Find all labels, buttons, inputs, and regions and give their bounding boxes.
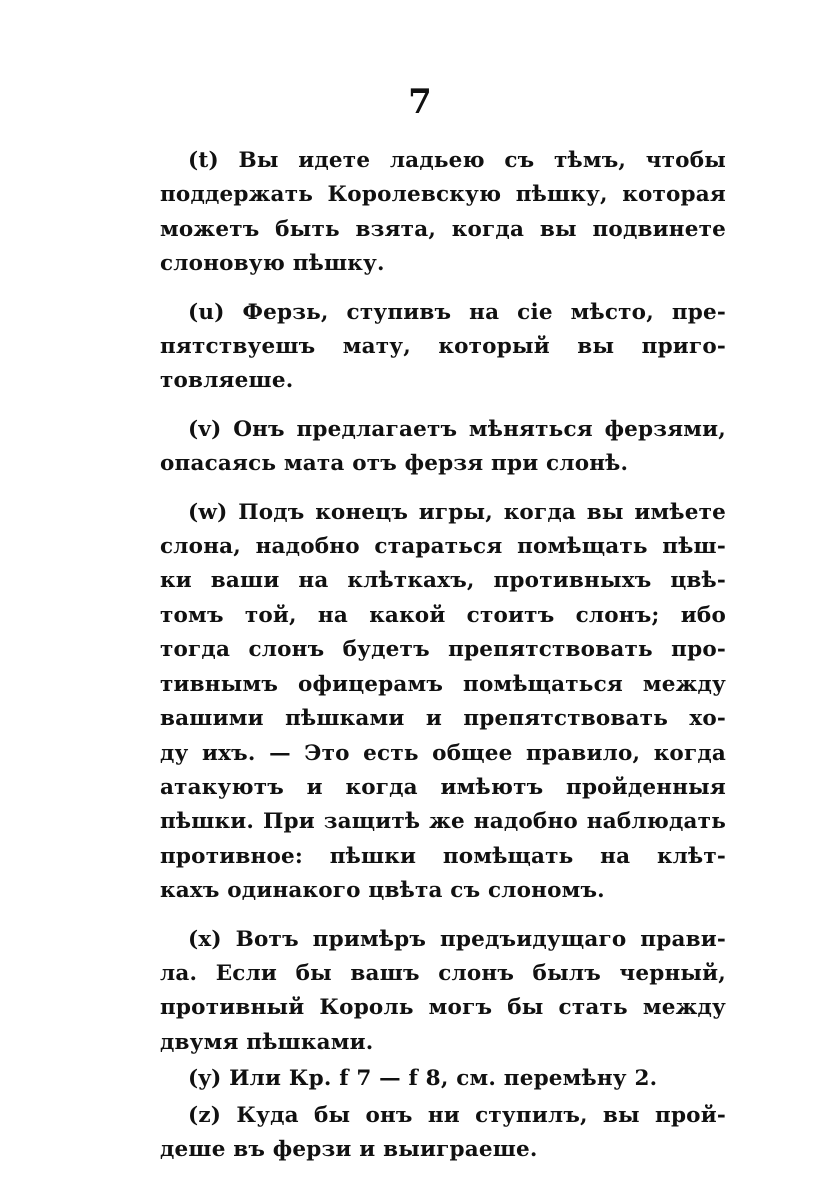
text-line: тогда слонъ будетъ препятствовать про- — [160, 637, 726, 663]
footnotes-block — [160, 144, 726, 1167]
text-line: товляеше. — [160, 368, 294, 394]
text-line: томъ той, на какой стоитъ слонъ; ибо — [160, 602, 726, 628]
text-line: (v) Онъ предлагаетъ мѣняться ферзями, — [188, 416, 726, 442]
footnote-paragraph — [160, 496, 726, 909]
text-line: (w) Подъ конецъ игры, когда вы имѣете — [188, 499, 726, 525]
text-line: ки ваши на клѣткахъ, противныхъ цвѣ- — [160, 568, 726, 594]
text-line: ду ихъ. — Это есть общее правило, когда — [160, 740, 726, 766]
text-line: противный Король могъ бы стать между — [160, 995, 726, 1021]
text-line: опасаясь мата отъ ферзя при слонѣ. — [160, 451, 629, 477]
text-line: (t) Вы идете ладьею съ тѣмъ, чтобы — [188, 148, 726, 173]
text-line: пѣшки. При защитѣ же надобно наблюдать — [160, 809, 726, 835]
text-line: ла. Если бы вашъ слонъ былъ черный, — [160, 960, 726, 986]
text-line: слона, надобно стараться помѣщать пѣш- — [160, 534, 726, 560]
footnote-paragraph — [160, 1099, 726, 1168]
text-line: вашими пѣшками и препятствовать хо- — [160, 706, 726, 732]
text-line: деше въ ферзи и выиграеше. — [160, 1136, 538, 1162]
text-line: поддержать Королевскую пѣшку, которая — [160, 182, 726, 208]
footnote-paragraph — [160, 413, 726, 482]
footnote-paragraph — [160, 1062, 726, 1096]
text-line: тивнымъ офицерамъ помѣщаться между — [160, 671, 726, 697]
text-line: (u) Ферзь, ступивъ на сiе мѣсто, пре- — [188, 299, 726, 325]
text-line: противное: пѣшки помѣщать на клѣт- — [160, 843, 726, 869]
footnote-paragraph — [160, 144, 726, 282]
text-line: слоновую пѣшку. — [160, 251, 385, 277]
text-line: пятствуешъ мату, который вы приго- — [160, 334, 726, 360]
text-line: можетъ быть взята, когда вы подвинете — [160, 216, 726, 242]
text-line: (x) Вотъ примѣръ предъидущаго прави- — [188, 926, 726, 952]
text-line: двумя пѣшками. — [160, 1029, 374, 1055]
text-line: (z) Куда бы онъ ни ступилъ, вы прой- — [188, 1102, 726, 1128]
footnote-paragraph — [160, 923, 726, 1061]
text-line: атакуютъ и когда имѣютъ пройденныя — [160, 774, 726, 800]
footnote-paragraph — [160, 296, 726, 399]
page-number: 7 — [408, 82, 432, 122]
text-line: (y) Или Кр. f 7 — f 8, см. перемѣну 2. — [188, 1066, 658, 1092]
text-line: кахъ одинакого цвѣта съ слономъ. — [160, 878, 605, 904]
